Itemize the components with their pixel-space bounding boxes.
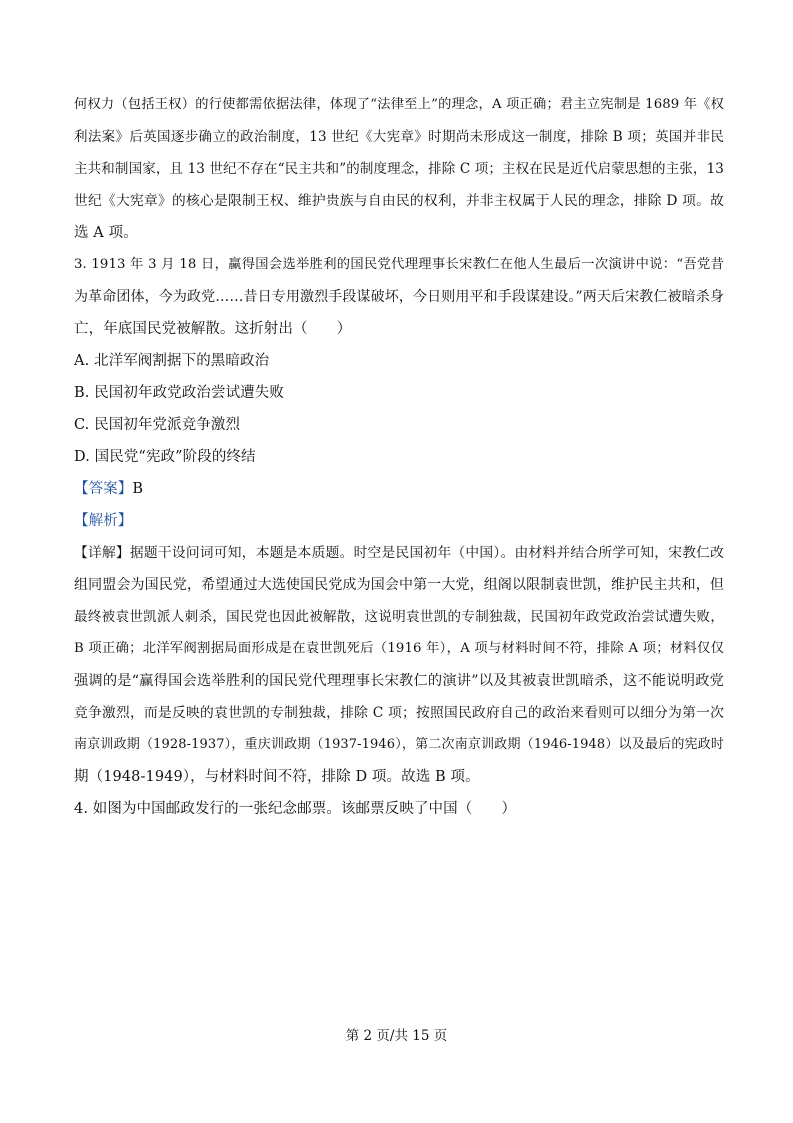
question3-option-c: C. 民国初年党派竞争激烈 — [74, 417, 241, 433]
question3-analysis-tag: 【解析】 — [74, 513, 133, 529]
question3-detail-line-8: 期（1948-1949），与材料时间不符，排除 D 项。故选 B 项。 — [74, 769, 480, 785]
question3-option-a: A. 北洋军阀割据下的黑暗政治 — [74, 353, 270, 369]
question3-detail-line-2: 组同盟会为国民党，希望通过大选使国民党成为国会中第一大党，组阁以限制袁世凯，维护民主共和，但 — [74, 577, 724, 593]
prev-analysis-line-5: 选 A 项。 — [74, 225, 138, 241]
question3-stem-line-1: 3. 1913 年 3 月 18 日，赢得国会选举胜利的国民党代理理事长宋教仁在他人生最后一次演讲中说：“吾党昔 — [74, 257, 724, 272]
prev-analysis-line-2: 利法案》后英国逐步确立的政治制度，13 世纪《大宪章》时期尚未形成这一制度，排除 B 项；英国并非民 — [74, 129, 724, 145]
question3-detail-line-4: B 项正确；北洋军阀割据局面形成是在袁世凯死后（1916 年），A 项与材料时间不符，排除 A 项；材料仅仅 — [74, 641, 724, 656]
question3-detail-line-1: 【详解】据题干设问词可知，本题是本质题。时空是民国初年（中国）。由材料并结合所学可知，宋教仁改 — [74, 545, 724, 561]
question3-stem-line-3: 亡，年底国民党被解散。这折射出（ ） — [74, 321, 352, 337]
question3-answer — [74, 479, 724, 499]
answer-value: B — [132, 481, 144, 497]
prev-analysis-line-3: 主共和制国家，且 13 世纪不存在“民主共和”的制度理念，排除 C 项；主权在民是近代启蒙思想的主张，13 — [74, 161, 724, 177]
question3-detail-line-5: 强调的是“赢得国会选举胜利的国民党代理理事长宋教仁的演讲”以及其被袁世凯暗杀，这不能说明政党 — [74, 673, 724, 689]
question3-detail-line-6: 竞争激烈，而是反映的袁世凯的专制独裁，排除 C 项；按照国民政府自己的政治来看则可以细分为第一次 — [74, 705, 724, 721]
question3-detail-line-3: 最终被袁世凯派人刺杀，国民党也因此被解散，这说明袁世凯的专制独裁，民国初年政党政治尝试遭失败， — [74, 609, 724, 625]
question3-detail-line-7: 南京训政期（1928-1937），重庆训政期（1937-1946），第二次南京训政期（1946-1948）以及最后的宪政时 — [74, 737, 724, 752]
question4-stem: 4. 如图为中国邮政发行的一张纪念邮票。该邮票反映了中国（ ） — [74, 801, 517, 817]
page-footer: 第 2 页/共 15 页 — [345, 1028, 448, 1044]
prev-analysis-line-4: 世纪《大宪章》的核心是限制王权、维护贵族与自由民的权利，并非主权属于人民的理念，排除 D 项。故 — [74, 193, 724, 209]
prev-analysis-line-1: 何权力（包括王权）的行使都需依据法律，体现了“法律至上”的理念，A 项正确；君主立宪制是 1689 年《权 — [74, 97, 724, 112]
question3-option-b: B. 民国初年政党政治尝试遭失败 — [74, 385, 284, 401]
question3-stem-line-2: 为革命团体，今为政党……昔日专用激烈手段谋破坏，今日则用平和手段谋建设。”两天后宋教仁被暗杀身 — [74, 289, 724, 305]
question3-option-d: D. 国民党“宪政”阶段的终结 — [74, 449, 256, 465]
answer-tag: 【答案】 — [74, 481, 133, 497]
